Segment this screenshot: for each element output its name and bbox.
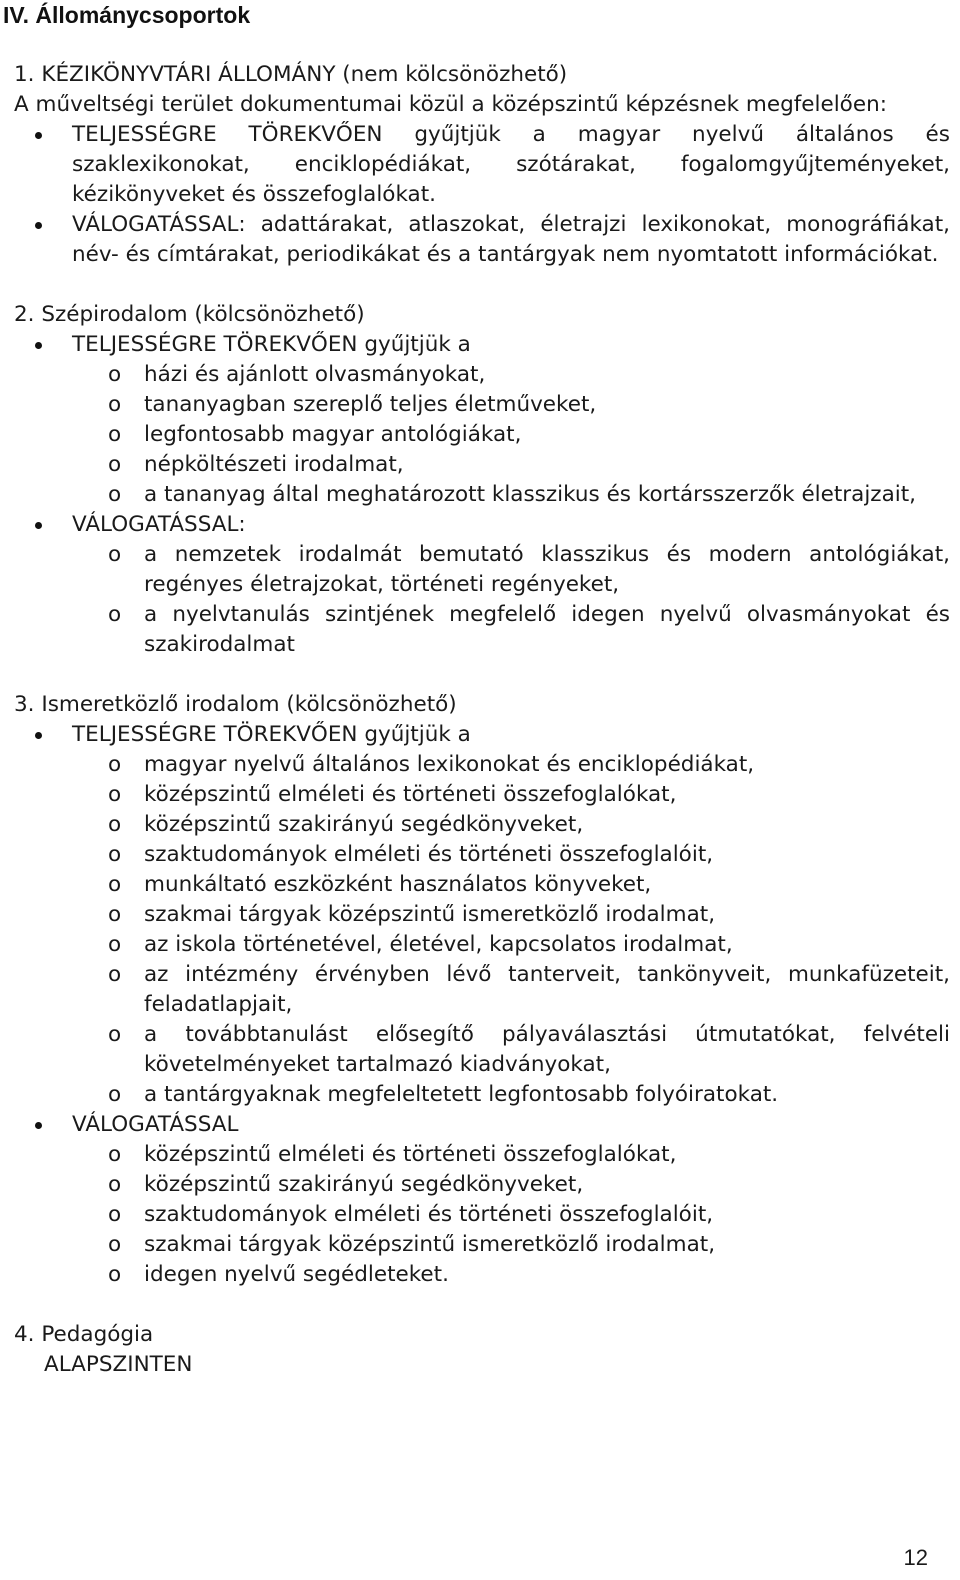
sub-list-item [14, 900, 950, 930]
sub-list-text: szakmai tárgyak középszintű ismeretközlő irodalmat, [144, 1232, 716, 1257]
sub-list-item [14, 600, 950, 660]
sub-list-item [14, 1170, 950, 1200]
sub-list-text: középszintű szakirányú segédkönyveket, [144, 1172, 584, 1197]
sub-list-text: a továbbtanulást elősegítő pályaválasztási útmutatókat, felvételi követelményeket tartalmazó kiadványokat, [144, 1022, 950, 1077]
sub-list-item [14, 840, 950, 870]
section-title: 1. KÉZIKÖNYVTÁRI ÁLLOMÁNY (nem kölcsönözhető) [14, 62, 568, 87]
bullet-item [14, 720, 950, 750]
bullet-text: TELJESSÉGRE TÖREKVŐEN gyűjtjük a [72, 332, 471, 357]
circle-bullet-icon: o [108, 1022, 122, 1047]
circle-bullet-icon: o [108, 1172, 122, 1197]
bullet-item [14, 330, 950, 360]
sub-list-item [14, 1230, 950, 1260]
sub-list-text: legfontosabb magyar antológiákat, [144, 422, 522, 447]
page-number: 12 [903, 1545, 928, 1570]
circle-bullet-icon: o [108, 1142, 122, 1167]
section-4 [14, 1320, 950, 1380]
bullet-icon [14, 720, 72, 750]
sub-list-text: az iskola történetével, életével, kapcsolatos irodalmat, [144, 932, 733, 957]
circle-bullet-icon: o [108, 872, 122, 897]
section-title: 2. Szépirodalom (kölcsönözhető) [14, 302, 365, 327]
sub-list-text: középszintű elméleti és történeti összefoglalókat, [144, 1142, 677, 1167]
bullet-text: VÁLOGATÁSSAL: adattárakat, atlaszokat, életrajzi lexikonokat, monográfiákat, név- és címtárakat, periodikákat és a tantárgyak nem nyomtatott információkat. [72, 212, 950, 267]
sub-list-text: a nemzetek irodalmát bemutató klasszikus és modern antológiákat, regényes életrajzokat, történeti regényeket, [144, 542, 950, 597]
sub-list-item [14, 390, 950, 420]
sub-list-item [14, 1020, 950, 1080]
circle-bullet-icon: o [108, 812, 122, 837]
section-subtitle: ALAPSZINTEN [44, 1352, 193, 1377]
bullet-icon [14, 510, 72, 540]
sub-list-item [14, 870, 950, 900]
circle-bullet-icon: o [108, 602, 122, 627]
sub-list-text: a tananyag által meghatározott klasszikus és kortársszerzők életrajzait, [144, 482, 916, 507]
circle-bullet-icon: o [108, 752, 122, 777]
circle-bullet-icon: o [108, 422, 122, 447]
circle-bullet-icon: o [108, 1202, 122, 1227]
sub-list-item [14, 480, 950, 510]
sub-list-item [14, 960, 950, 1020]
section-title: 3. Ismeretközlő irodalom (kölcsönözhető) [14, 692, 457, 717]
bullet-item [14, 210, 950, 270]
sub-list-text: tananyagban szereplő teljes életműveket, [144, 392, 597, 417]
bullet-text: TELJESSÉGRE TÖREKVŐEN gyűjtjük a magyar nyelvű általános és szaklexikonokat, enciklopédiákat, szótárakat, fogalomgyűjteményeket, kézikönyveket és összefoglalókat. [72, 122, 950, 207]
section-2 [14, 300, 950, 660]
bullet-text: VÁLOGATÁSSAL: [72, 512, 246, 537]
sub-list-text: magyar nyelvű általános lexikonokat és enciklopédiákat, [144, 752, 755, 777]
bullet-item [14, 1110, 950, 1140]
sub-list-text: munkáltató eszközként használatos könyveket, [144, 872, 652, 897]
circle-bullet-icon: o [108, 1262, 122, 1287]
sub-list-item [14, 1260, 950, 1290]
sub-list-text: a tantárgyaknak megfeleltetett legfontosabb folyóiratokat. [144, 1082, 779, 1107]
sub-list-text: házi és ajánlott olvasmányokat, [144, 362, 486, 387]
bullet-item [14, 510, 950, 540]
bullet-item [14, 120, 950, 210]
document-content [14, 60, 950, 1380]
chapter-heading: IV. Állománycsoportok [3, 2, 251, 28]
sub-list-text: középszintű szakirányú segédkönyveket, [144, 812, 584, 837]
sub-list-text: népköltészeti irodalmat, [144, 452, 404, 477]
circle-bullet-icon: o [108, 1232, 122, 1257]
circle-bullet-icon: o [108, 842, 122, 867]
bullet-text: TELJESSÉGRE TÖREKVŐEN gyűjtjük a [72, 722, 471, 747]
sub-list-text: szakmai tárgyak középszintű ismeretközlő irodalmat, [144, 902, 716, 927]
sub-list-item [14, 750, 950, 780]
section-intro: A műveltségi terület dokumentumai közül a középszintű képzésnek megfelelően: [14, 92, 887, 117]
bullet-icon [14, 120, 72, 210]
sub-list-text: a nyelvtanulás szintjének megfelelő idegen nyelvű olvasmányokat és szakirodalmat [144, 602, 950, 657]
sub-list-text: szaktudományok elméleti és történeti összefoglalóit, [144, 1202, 714, 1227]
sub-list-item [14, 360, 950, 390]
sub-list-item [14, 1200, 950, 1230]
circle-bullet-icon: o [108, 362, 122, 387]
circle-bullet-icon: o [108, 392, 122, 417]
section-1 [14, 60, 950, 270]
sub-list-item [14, 930, 950, 960]
sub-list-text: idegen nyelvű segédleteket. [144, 1262, 449, 1287]
sub-list-text: az intézmény érvényben lévő tanterveit, tankönyveit, munkafüzeteit, feladatlapjait, [144, 962, 950, 1017]
sub-list-item [14, 1140, 950, 1170]
bullet-icon [14, 330, 72, 360]
sub-list-text: szaktudományok elméleti és történeti összefoglalóit, [144, 842, 714, 867]
circle-bullet-icon: o [108, 962, 122, 987]
sub-list-item [14, 540, 950, 600]
sub-list-text: középszintű elméleti és történeti összefoglalókat, [144, 782, 677, 807]
sub-list-item [14, 780, 950, 810]
circle-bullet-icon: o [108, 932, 122, 957]
sub-list-item [14, 450, 950, 480]
section-3 [14, 690, 950, 1290]
circle-bullet-icon: o [108, 782, 122, 807]
circle-bullet-icon: o [108, 902, 122, 927]
circle-bullet-icon: o [108, 1082, 122, 1107]
circle-bullet-icon: o [108, 452, 122, 477]
bullet-icon [14, 1110, 72, 1140]
bullet-icon [14, 210, 72, 270]
circle-bullet-icon: o [108, 482, 122, 507]
circle-bullet-icon: o [108, 542, 122, 567]
bullet-text: VÁLOGATÁSSAL [72, 1112, 239, 1137]
sub-list-item [14, 810, 950, 840]
sub-list-item [14, 1080, 950, 1110]
sub-list-item [14, 420, 950, 450]
section-title: 4. Pedagógia [14, 1322, 154, 1347]
